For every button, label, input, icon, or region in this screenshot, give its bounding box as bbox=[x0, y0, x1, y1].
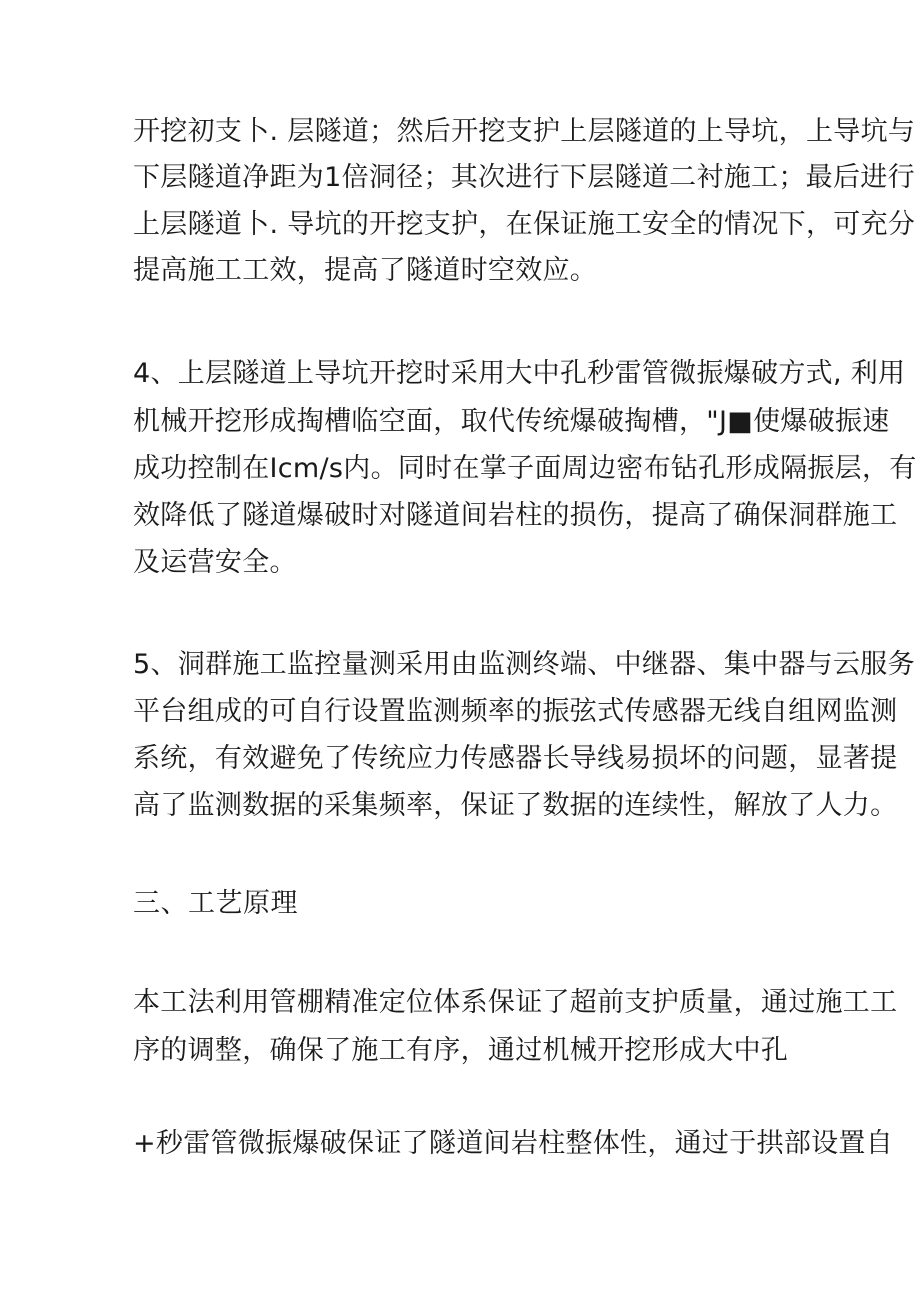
paragraph-line: 效降低了隧道爆破时对隧道间岩柱的损伤，提高了确保洞群施工 bbox=[133, 500, 898, 531]
paragraph-line: 开挖初支卜. 层隧道；然后开挖支护上层隧道的上导坑，上导坑与 bbox=[133, 116, 916, 147]
paragraph-line: 4、上层隧道上导坑开挖时采用大中孔秒雷管微振爆破方式, 利用 bbox=[133, 358, 906, 389]
paragraph-line: 提高施工工效，提高了隧道时空效应。 bbox=[133, 255, 598, 286]
paragraph-line: 5、洞群施工监控量测采用由监测终端、中继器、集中器与云服务 bbox=[133, 649, 915, 680]
paragraph-line: 及运营安全。 bbox=[133, 547, 297, 578]
section-heading: 三、工艺原理 bbox=[133, 888, 298, 919]
paragraph-line: +秒雷管微振爆破保证了隧道间岩柱整体性，通过于拱部设置自 bbox=[133, 1128, 894, 1159]
paragraph-line: 机械开挖形成掏槽临空面，取代传统爆破掏槽，"J■使爆破振速 bbox=[133, 406, 890, 437]
paragraph-line: 下层隧道净距为1倍洞径；其次进行下层隧道二衬施工；最后进行 bbox=[133, 162, 915, 193]
paragraph-line: 系统，有效避免了传统应力传感器长导线易损坏的问题，显著提 bbox=[133, 743, 898, 774]
paragraph-line: 上层隧道卜. 导坑的开挖支护，在保证施工安全的情况下，可充分 bbox=[133, 209, 916, 240]
paragraph-line: 平台组成的可自行设置监测频率的振弦式传感器无线自组网监测 bbox=[133, 696, 898, 727]
paragraph-line: 序的调整，确保了施工有序，通过机械开挖形成大中孔 bbox=[133, 1035, 789, 1066]
paragraph-line: 成功控制在Icm/s内。同时在掌子面周边密布钻孔形成隔振层，有 bbox=[133, 453, 917, 484]
paragraph-line: 高了监测数据的采集频率，保证了数据的连续性，解放了人力。 bbox=[133, 790, 898, 821]
paragraph-line: 本工法利用管棚精准定位体系保证了超前支护质量，通过施工工 bbox=[133, 987, 898, 1018]
